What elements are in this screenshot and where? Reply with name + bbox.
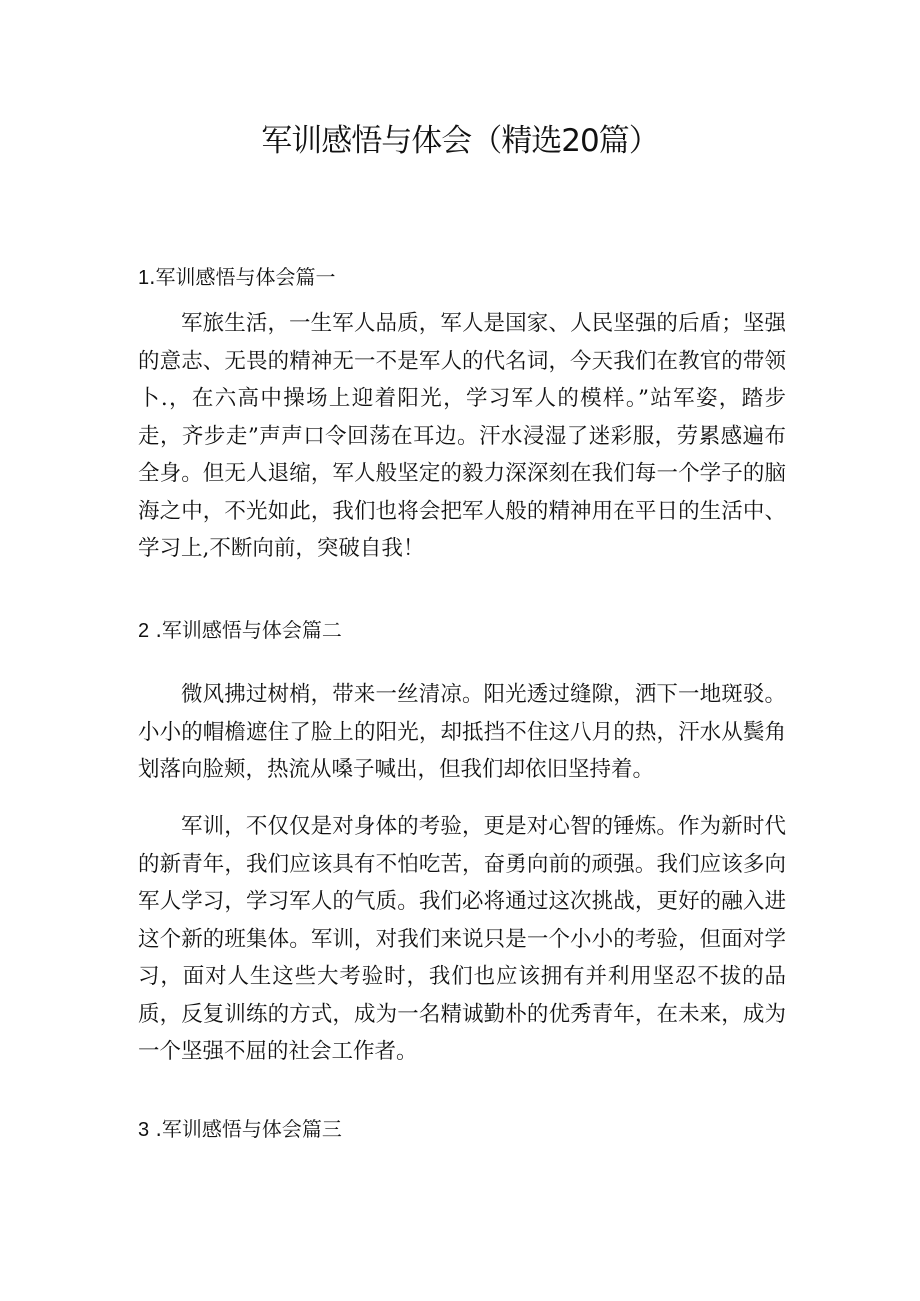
section-heading-1 — [138, 262, 335, 293]
document-title: 军训感悟与体会（精选20篇） — [261, 123, 659, 159]
section-2-paragraph-1: 微风拂过树梢，带来一丝清凉。阳光透过缝隙，洒下一地斑驳。小小的帽檐遮住了脸上的阳光，却抵挡不住这八月的热，汗水从鬓角划落向脸颊，热流从嗓子喊出，但我们却依旧坚持着。 — [138, 682, 786, 782]
section-1-paragraph-1: 军旅生活，一生军人品质，军人是国家、人民坚强的后盾；坚强的意志、无畏的精神无一不是军人的代名词，今天我们在教官的带领卜.，在六高中操场上迎着阳光，学习军人的模样。”站军姿，踏步走，齐步走”声声口令回荡在耳边。汗水浸湿了迷彩服，劳累感遍布全身。但无人退缩，军人般坚定的毅力深深刻在我们每一个学子的脑海之中，不光如此，我们也将会把军人般的精神用在平日的生活中、学习上,不断向前，突破自我！ — [138, 311, 786, 561]
section-heading-text: .军训感悟与体会篇二 — [155, 618, 342, 642]
section-heading-2 — [138, 615, 342, 646]
section-heading-text: .军训感悟与体会篇三 — [155, 1117, 342, 1141]
section-heading-text: .军训感悟与体会篇一 — [149, 265, 336, 289]
section-number: 1 — [138, 267, 150, 289]
section-heading-3 — [138, 1114, 342, 1145]
section-number: 2 — [138, 620, 150, 642]
section-number: 3 — [138, 1119, 150, 1141]
section-2-paragraph-2: 军训，不仅仅是对身体的考验，更是对心智的锤炼。作为新时代的新青年，我们应该具有不怕吃苦，奋勇向前的顽强。我们应该多向军人学习，学习军人的气质。我们必将通过这次挑战，更好的融入进这个新的班集体。军训，对我们来说只是一个小小的考验，但面对学习，面对人生这些大考验时，我们也应该拥有并利用坚忍不拔的品质，反复训练的方式，成为一名精诚勤朴的优秀青年，在未来，成为一个坚强不屈的社会工作者。 — [138, 814, 786, 1064]
